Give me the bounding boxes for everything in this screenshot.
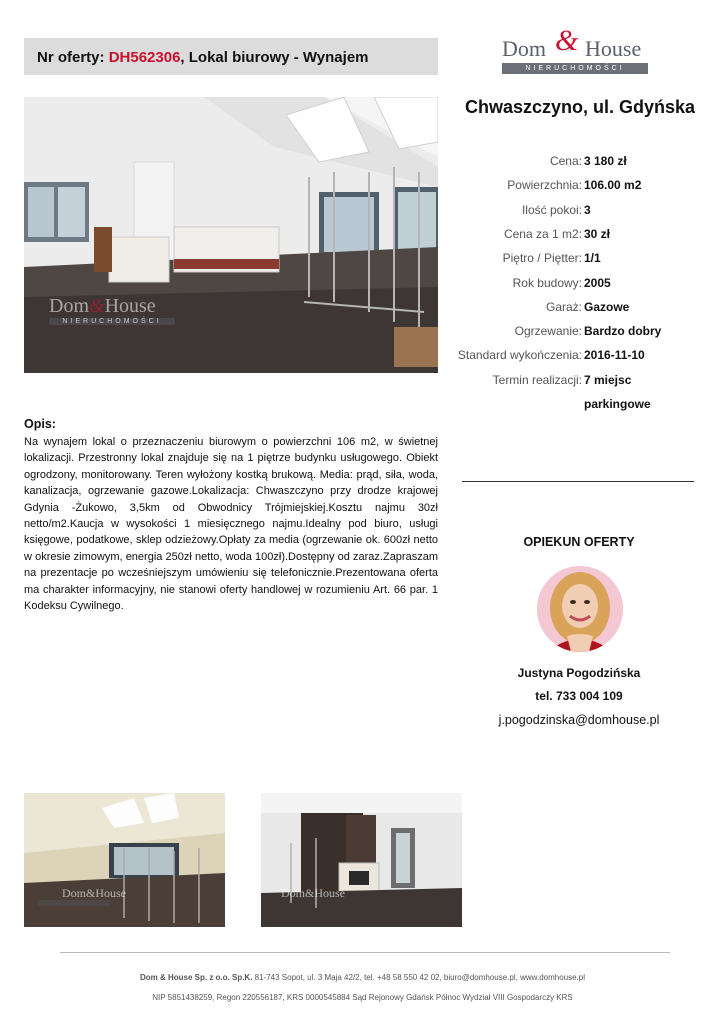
spec-label-price-per-m2: Cena za 1 m2: xyxy=(503,227,582,241)
spec-value-area: 106.00 m2 xyxy=(584,178,642,192)
spec-label-completion: Termin realizacji: xyxy=(492,373,582,387)
svg-text:Dom&House: Dom&House xyxy=(62,886,126,900)
dom-house-logo xyxy=(500,24,650,76)
spec-value-build-year: 2005 xyxy=(584,276,611,290)
description-text: Na wynajem lokal o przeznaczeniu biurowym o powierzchni 106 m2, w świetnej lokalizacji. Przestronny lokal znajduje się na 1 piętrze budynku usługowego. Obiekt ogrodzony, monitorowany. Teren wyłożony kostką brukową. Media: prąd, siła, woda, kanalizacja, ogrzewanie gazowe.Lokalizacja: Chwaszczyno przy drodze krajowej Gdynia -Żukowo, 3,5km od Obwodnicy Trójmiejskiej.Kosztu najmu 30zł netto/m2.Kaucja w wysokości 1 miesięcznego najmu.Idealny pod biuro, usługi księgowe, podatkowe, sklep odzieżowy.Opłaty za media (ogrzewanie ok. 600zł netto w okresie zimowym, energia 250zł netto, woda 100zł).Dostępny od zaraz.Zapraszam na prezentacje po wcześniejszym umówieniu się telefonicznie.Prezentowana oferta ma charakter informacyjny, nie stanowi oferty handlowej w rozumieniu Art. 66 par. 1 Kodeksu Cywilnego. xyxy=(24,436,438,613)
offer-label: Nr oferty: xyxy=(37,49,105,66)
thumbnail-photo-1 xyxy=(24,793,225,927)
footer-divider xyxy=(60,952,670,953)
spec-value-completion-cont: parkingowe xyxy=(584,397,651,411)
logo-part1: Dom xyxy=(502,36,546,61)
agent-email-link[interactable]: j.pogodzinska@domhouse.pl xyxy=(498,713,660,727)
spec-label-finish-standard: Standard wykończenia: xyxy=(457,348,582,362)
offer-title xyxy=(37,49,369,66)
spec-label-floor: Piętro / Piętter: xyxy=(502,251,582,265)
logo-part2: House xyxy=(585,36,642,61)
photo-watermark-logo: Dom&House NIERUCHOMOŚCI xyxy=(49,295,175,325)
agent-name: Justyna Pogodzińska xyxy=(517,666,641,680)
main-property-photo xyxy=(24,97,438,373)
footer-company-line xyxy=(0,973,725,982)
section-divider xyxy=(462,481,694,482)
spec-label-area: Powierzchnia: xyxy=(507,178,582,192)
footer-registry-line: NIP 5851438259, Regon 220556187, KRS 0000545884 Sąd Rejonowy Gdańsk Północ Wydział VIII Gospodarczy KRS xyxy=(152,993,573,1002)
thumbnail-photo-2 xyxy=(261,793,462,927)
agent-section-title: OPIEKUN OFERTY xyxy=(523,535,635,549)
agent-phone[interactable]: tel. 733 004 109 xyxy=(535,689,623,703)
footer-company-name: Dom & House Sp. z o.o. Sp.K. xyxy=(139,973,253,982)
spec-value-finish-standard: 2016-11-10 xyxy=(584,348,645,362)
logo-ampersand: & xyxy=(555,24,579,57)
spec-label-price: Cena: xyxy=(549,154,582,168)
logo-subtitle: NIERUCHOMOŚCI xyxy=(502,63,648,74)
footer-address: 81-743 Sopot, ul. 3 Maja 42/2, tel. +48 58 550 42 02, biuro@domhouse.pl, www.domhouse.pl xyxy=(252,973,585,982)
spec-value-completion: 7 miejsc xyxy=(584,373,632,387)
spec-value-price: 3 180 zł xyxy=(584,154,627,168)
property-address: Chwaszczyno, ul. Gdyńska xyxy=(464,97,696,117)
svg-text:Dom&House: Dom&House xyxy=(281,886,345,900)
spec-value-heating: Bardzo dobry xyxy=(584,324,662,338)
spec-value-price-per-m2: 30 zł xyxy=(584,227,611,241)
spec-label-rooms: Ilość pokoi: xyxy=(521,203,582,217)
description-title: Opis: xyxy=(24,417,56,431)
offer-id: DH562306 xyxy=(108,49,181,66)
spec-value-floor: 1/1 xyxy=(584,251,601,265)
agent-avatar xyxy=(537,566,623,652)
spec-value-garage: Gazowe xyxy=(584,300,630,314)
spec-label-garage: Garaż: xyxy=(545,300,582,314)
spec-label-build-year: Rok budowy: xyxy=(512,276,582,290)
spec-value-rooms: 3 xyxy=(584,203,591,217)
spec-label-heating: Ogrzewanie: xyxy=(514,324,582,338)
offer-type: , Lokal biurowy - Wynajem xyxy=(180,49,369,66)
